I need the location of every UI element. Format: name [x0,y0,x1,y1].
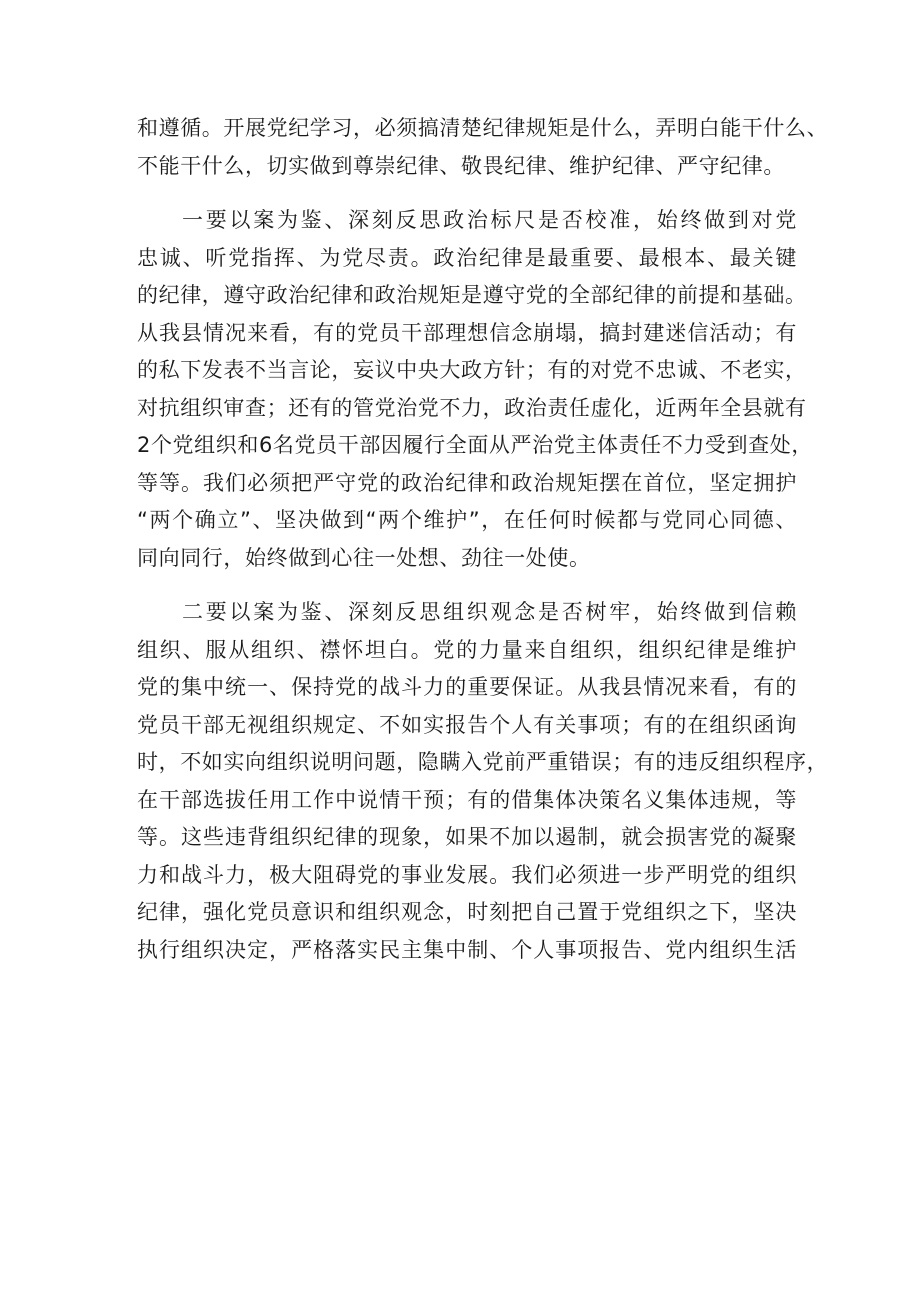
document-body [137,110,829,969]
text-line: 一要以案为鉴、深刻反思政治标尺是否校准，始终做到对党 [182,208,797,232]
text-line: 等。这些违背组织纪律的现象，如果不加以遏制，就会损害党的凝聚 [137,825,797,849]
text-line: 对抗组织审查；还有的管党治党不力，政治责任虚化，近两年全县就有 [137,395,807,420]
paragraph-spacer [137,577,797,594]
text-line: 的私下发表不当言论，妄议中央大政方针；有的对党不忠诚、不老实， [137,358,807,382]
paragraph-2 [137,202,813,577]
text-line: 纪律，强化党员意识和组织观念，时刻把自己置于党组织之下，坚决 [137,900,797,924]
paragraph-3 [137,594,829,969]
text-line: 同向同行，始终做到心往一处想、劲往一处使。 [137,545,591,570]
text-line: 从我县情况来看，有的党员干部理想信念崩塌，搞封建迷信活动；有 [137,320,797,345]
paragraph-spacer [137,185,797,202]
text-line: 在干部选拔任用工作中说情干预；有的借集体决策名义集体违规，等 [137,787,797,812]
text-line: 不能干什么，切实做到尊崇纪律、敬畏纪律、维护纪律、严守纪律。 [137,153,785,178]
text-line: 2个党组织和6名党员干部因履行全面从严治党主体责任不力受到查处， [137,433,813,457]
text-line: 时，不如实向组织说明问题，隐瞒入党前严重错误；有的违反组织程序， [137,750,829,774]
text-line: 党的集中统一、保持党的战斗力的重要保证。从我县情况来看，有的 [137,675,797,699]
text-line: 执行组织决定，严格落实民主集中制、个人事项报告、党内组织生活 [137,937,797,962]
text-line: 党员干部无视组织规定、不如实报告个人有关事项；有的在组织函询 [137,712,797,737]
text-line: 组织、服从组织、襟怀坦白。党的力量来自组织，组织纪律是维护 [137,637,797,662]
text-line: 力和战斗力，极大阻碍党的事业发展。我们必须进一步严明党的组织 [137,862,797,887]
text-line: 等等。我们必须把严守党的政治纪律和政治规矩摆在首位，坚定拥护 [137,470,797,495]
text-line: “两个确立”、坚决做到“两个维护”，在任何时候都与党同心同德、 [137,508,797,532]
text-line: 的纪律，遵守政治纪律和政治规矩是遵守党的全部纪律的前提和基础。 [137,283,807,307]
text-line: 和遵循。开展党纪学习，必须搞清楚纪律规矩是什么，弄明白能干什么、 [137,116,829,140]
text-line: 忠诚、听党指挥、为党尽责。政治纪律是最重要、最根本、最关键 [137,245,797,270]
text-line: 二要以案为鉴、深刻反思组织观念是否树牢，始终做到信赖 [182,600,797,624]
paragraph-1 [137,110,829,185]
